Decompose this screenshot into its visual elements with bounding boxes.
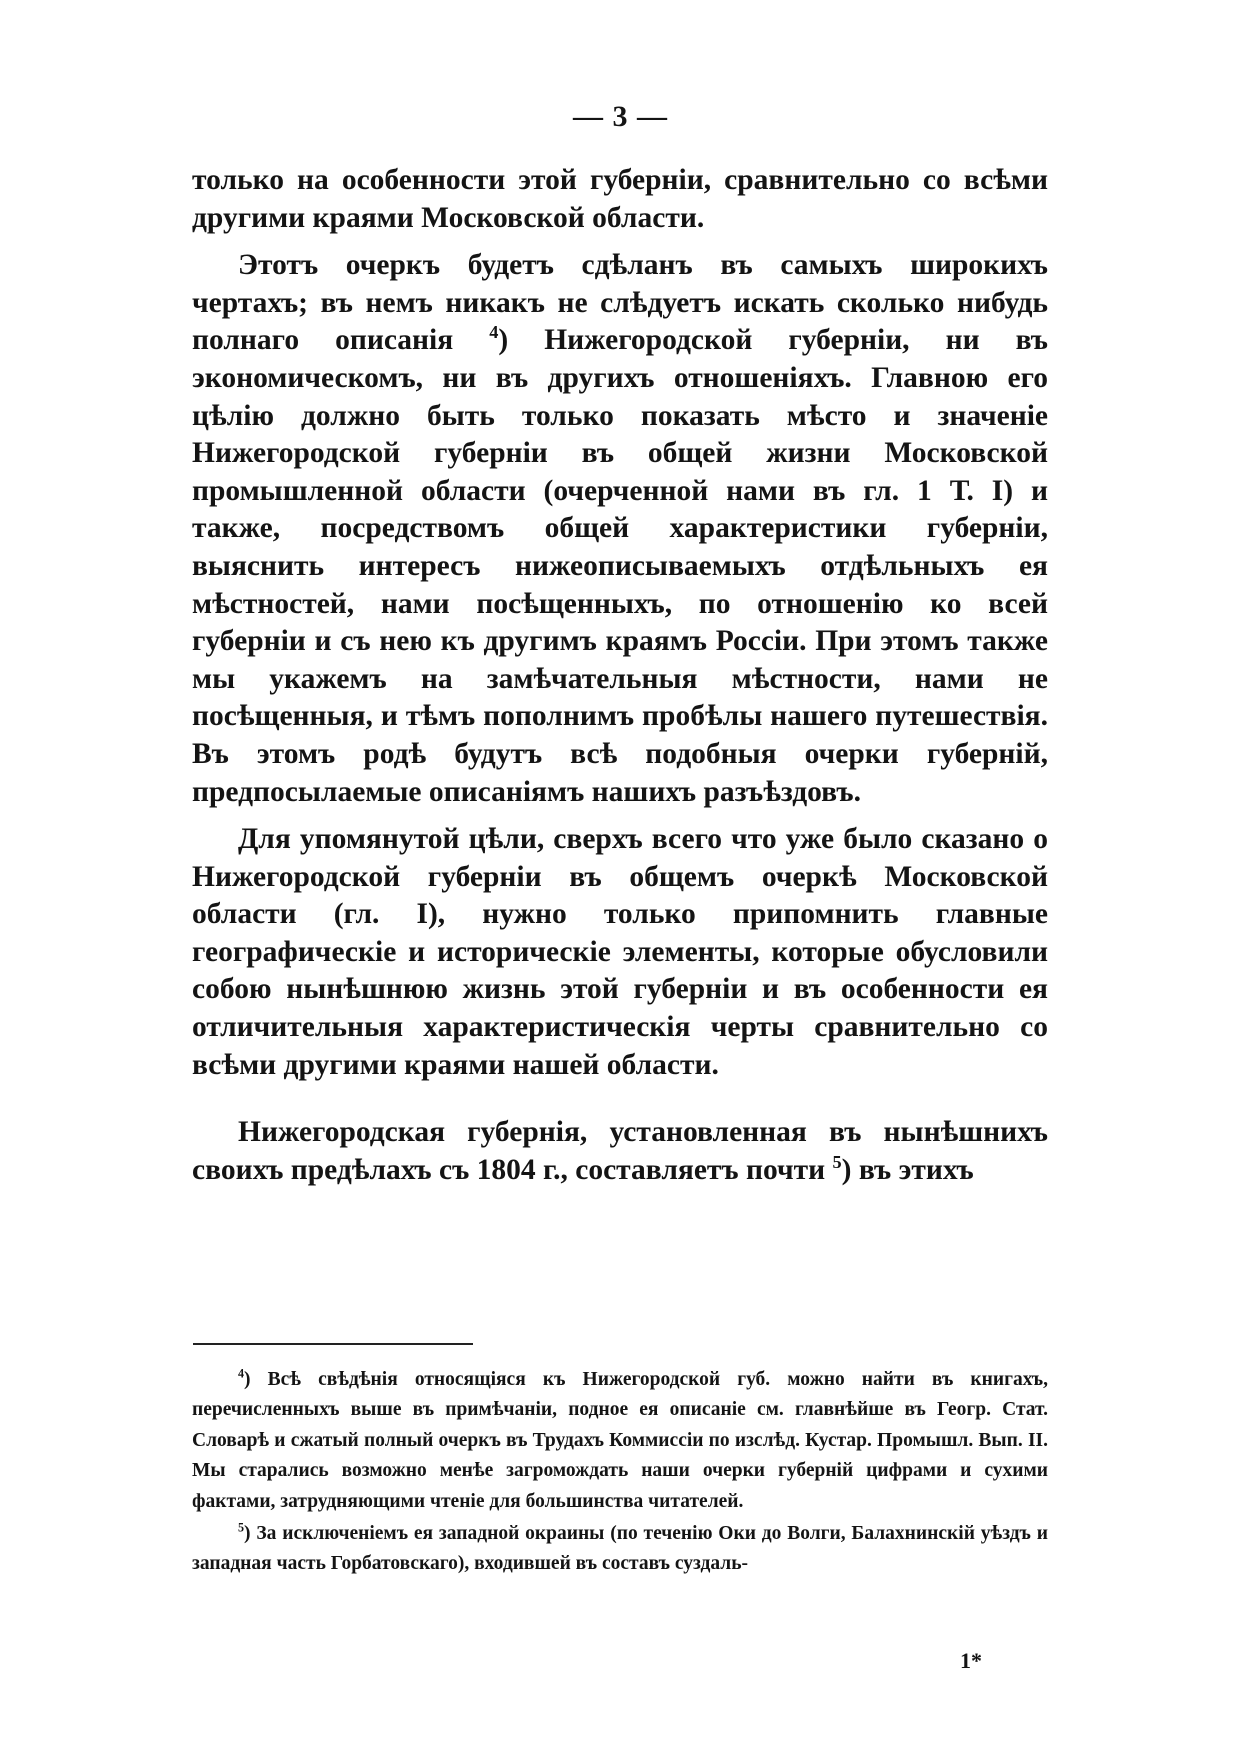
footnote-ref-5[interactable]: 5 (832, 1152, 842, 1173)
footnote-5-text: ) За исключеніемъ ея западной окраины (по теченію Оки до Волги, Балахнинскій уѣздъ и западная часть Горбатовскаго), входившей въ составъ суздаль- (192, 1523, 1048, 1575)
printer-signature-mark: 1* (960, 1648, 982, 1673)
footnote-5 (192, 1519, 1048, 1580)
footnote-marker-4: 4 (238, 1366, 245, 1381)
footnote-separator (193, 1343, 473, 1345)
paragraph-3: Для упомянутой цѣли, сверхъ всего что уже было сказано о Нижегородской губерніи въ общемъ очеркѣ Московской области (гл. I), нужно только припомнить главные географическіе и историческіе элементы, которые обусловили собою нынѣшнюю жизнь этой губерніи и въ особенности ея отличительныя характеристическія черты сравнительно со всѣми другими краями нашей области. (192, 823, 1048, 1081)
paragraph-4 (192, 1114, 1048, 1189)
paragraph-4-part-a: Нижегородская губернія, установленная въ нынѣшнихъ своихъ предѣлахъ съ 1804 г., составляетъ почти (192, 1116, 1048, 1186)
page-number-header: — 3 — (573, 100, 668, 133)
footnote-4 (192, 1365, 1048, 1517)
footnotes (192, 1365, 1048, 1582)
footnote-marker-5: 5 (238, 1520, 245, 1535)
main-text (192, 162, 1048, 1199)
paragraph-2-part-a: Этотъ очеркъ будетъ сдѣланъ въ самыхъ широкихъ чертахъ; въ немъ никакъ не слѣдуетъ искать сколько нибудь полнаго описанія (192, 249, 1048, 357)
footnote-4-text: ) Всѣ свѣдѣнія относящіяся къ Нижегородской губ. можно найти въ книгахъ, перечисленныхъ выше въ примѣчаніи, подное ея описаніе см. главнѣйше въ Геогр. Стат. Словарѣ и сжатый полный очеркъ въ Трудахъ Коммиссіи по изслѣд. Кустар. Промышл. Вып. II. Мы старались возможно менѣе загромождать наши очерки губерній цифрами и сухими фактами, затрудняющими чтеніе для большинства читателей. (192, 1369, 1048, 1512)
paragraph-4-part-b: ) въ этихъ (841, 1153, 974, 1186)
paragraph-2 (192, 247, 1048, 811)
footnote-ref-4[interactable]: 4 (489, 322, 499, 343)
paragraph-2-part-b: ) Нижегородской губерніи, ни въ экономическомъ, ни въ другихъ отношеніяхъ. Главною его цѣлію должно быть только показать мѣсто и значеніе Нижегородской губерніи въ общей жизни Московской промышленной области (очерченной нами въ гл. 1 Т. I) и также, посредствомъ общей характеристики губерніи, выяснить интересъ нижеописываемыхъ отдѣльныхъ ея мѣстностей, нами посѣщенныхъ, по отношенію ко всей губерніи и съ нею къ другимъ краямъ Россіи. При этомъ также мы укажемъ на замѣчательныя мѣстности, нами не посѣщенныя, и тѣмъ пополнимъ пробѣлы нашего путешествія. Въ этомъ родѣ будутъ всѣ подобныя очерки губерній, предпосылаемые описаніямъ нашихъ разъѣздовъ. (192, 324, 1049, 808)
paragraph-1: только на особенности этой губерніи, сравнительно со всѣми другими краями Московской области. (192, 164, 1048, 234)
